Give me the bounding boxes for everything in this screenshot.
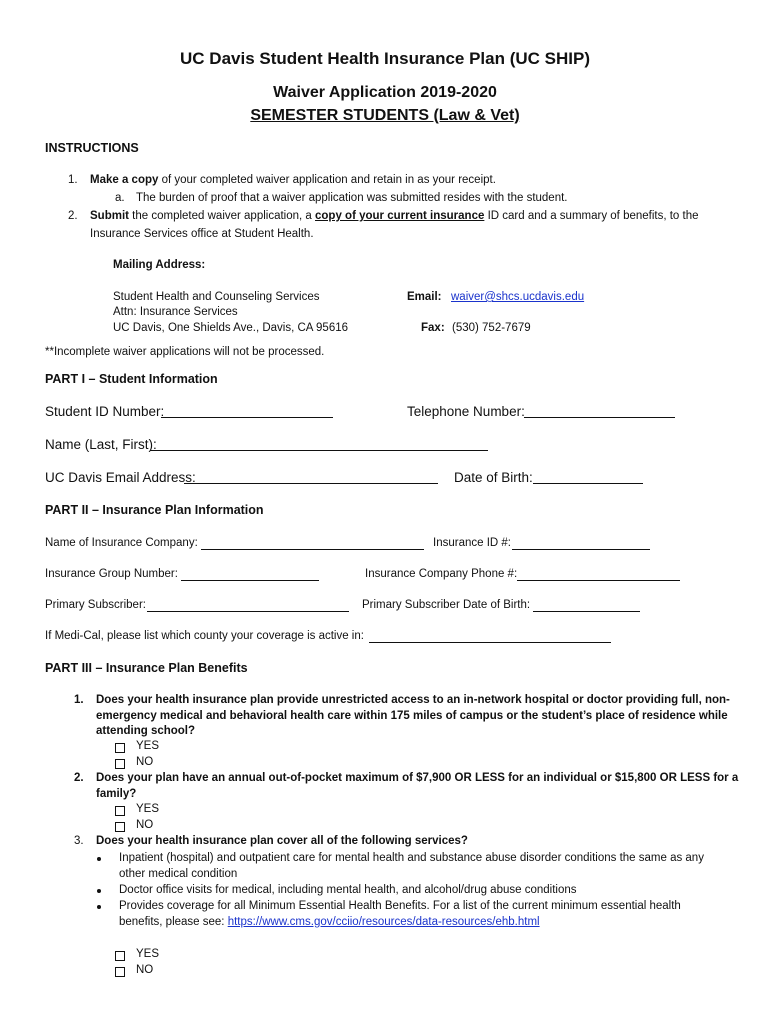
medical-county-label: If Medi-Cal, please list which county your coverage is active in:	[45, 630, 364, 642]
instruction-2-bold: Submit	[90, 210, 129, 222]
insurance-id-label: Insurance ID #:	[433, 537, 511, 549]
q2-number: 2.	[74, 772, 84, 784]
student-id-field[interactable]	[161, 417, 333, 418]
mailing-heading: Mailing Address:	[113, 259, 206, 271]
company-phone-label: Insurance Company Phone #:	[365, 568, 518, 580]
form-title: UC Davis Student Health Insurance Plan (UC SHIP)	[180, 49, 590, 68]
q3-bullet3-line1: Provides coverage for all Minimum Essential Health Benefits. For a list of the current minimum essential health	[119, 900, 681, 912]
q1-yes-checkbox[interactable]	[115, 743, 125, 753]
q3-bullet1-line1: Inpatient (hospital) and outpatient care for mental health and substance abuse disorder conditions the same as any	[119, 852, 704, 864]
part1-heading: PART I – Student Information	[45, 372, 218, 386]
telephone-field[interactable]	[524, 417, 675, 418]
q3-line1: Does your health insurance plan cover all of the following services?	[96, 835, 468, 847]
instruction-2-text-b: ID card and a summary of benefits, to the	[484, 210, 699, 222]
part2-heading: PART II – Insurance Plan Information	[45, 503, 264, 517]
telephone-label: Telephone Number:	[407, 404, 525, 419]
insurance-copy-emphasis: copy of your current insurance	[315, 210, 485, 222]
incomplete-note: **Incomplete waiver applications will not be processed.	[45, 346, 325, 358]
instruction-2-text-a: the completed waiver application, a	[128, 210, 316, 222]
instruction-1	[90, 174, 496, 186]
group-number-field[interactable]	[181, 580, 319, 581]
q2-line2: family?	[96, 788, 137, 800]
q2-yes-checkbox[interactable]	[115, 806, 125, 816]
form-subtitle-semester: SEMESTER STUDENTS (Law & Vet)	[250, 107, 520, 124]
q3-yes-checkbox[interactable]	[115, 951, 125, 961]
ehb-link[interactable]: https://www.cms.gov/cciio/resources/data-resources/ehb.html	[227, 916, 540, 928]
q1-line3: attending school?	[96, 725, 196, 737]
q1-yes-label: YES	[136, 740, 160, 752]
form-subtitle: Waiver Application 2019-2020	[273, 84, 497, 101]
insurance-id-field[interactable]	[512, 549, 650, 550]
q2-no-label: NO	[136, 819, 154, 831]
q1-line1: Does your health insurance plan provide unrestricted access to an in-network hospital or doctor providing full, non-	[96, 694, 730, 706]
name-field[interactable]	[150, 450, 488, 451]
bullet-icon	[97, 889, 101, 893]
medical-county-field[interactable]	[369, 642, 611, 643]
fax-value: (530) 752-7679	[452, 322, 531, 334]
uc-email-label: UC Davis Email Address:	[45, 470, 196, 485]
mailing-line-1: Student Health and Counseling Services	[113, 291, 320, 303]
q3-no-label: NO	[136, 964, 154, 976]
q3-bullet2: Doctor office visits for medical, including mental health, and alcohol/drug abuse conditions	[119, 884, 577, 896]
q2-line1: Does your plan have an annual out-of-pocket maximum of $7,900 OR LESS for an individual or $15,800 OR LESS for a	[96, 772, 739, 784]
q3-no-checkbox[interactable]	[115, 967, 125, 977]
q3-bullet3-line2	[119, 916, 540, 928]
q3-number: 3.	[74, 835, 84, 847]
subscriber-dob-field[interactable]	[533, 611, 640, 612]
instruction-1-bold: Make a copy	[90, 174, 159, 186]
instruction-2-number: 2.	[68, 210, 78, 222]
q1-line2: emergency medical and behavioral health care within 175 miles of campus or the student’s place of residence while	[96, 710, 728, 722]
mailing-line-3: UC Davis, One Shields Ave., Davis, CA 95616	[113, 322, 349, 334]
instruction-2-line2: Insurance Services office at Student Health.	[90, 228, 314, 240]
q3-bullet3-text: benefits, please see:	[119, 916, 228, 928]
subscriber-dob-label: Primary Subscriber Date of Birth:	[362, 599, 531, 611]
primary-subscriber-label: Primary Subscriber:	[45, 599, 146, 611]
insurance-company-field[interactable]	[201, 549, 424, 550]
q1-no-checkbox[interactable]	[115, 759, 125, 769]
q1-number: 1.	[74, 694, 84, 706]
bullet-icon	[97, 857, 101, 861]
q2-no-checkbox[interactable]	[115, 822, 125, 832]
instruction-1-text: of your completed waiver application and retain in as your receipt.	[158, 174, 496, 186]
dob-label: Date of Birth:	[454, 470, 533, 485]
uc-email-field[interactable]	[184, 483, 438, 484]
group-number-label: Insurance Group Number:	[45, 568, 178, 580]
q3-yes-label: YES	[136, 948, 160, 960]
email-link[interactable]: waiver@shcs.ucdavis.edu	[451, 291, 585, 303]
q3-bullet1-line2: other medical condition	[119, 868, 238, 880]
instruction-2	[90, 210, 699, 222]
student-id-label: Student ID Number:	[45, 404, 165, 419]
instruction-1-number: 1.	[68, 174, 78, 186]
part3-heading: PART III – Insurance Plan Benefits	[45, 661, 248, 675]
insurance-company-label: Name of Insurance Company:	[45, 537, 198, 549]
dob-field[interactable]	[533, 483, 643, 484]
instructions-heading: INSTRUCTIONS	[45, 141, 139, 155]
bullet-icon	[97, 905, 101, 909]
mailing-line-2: Attn: Insurance Services	[113, 306, 238, 318]
name-label: Name (Last, First):	[45, 437, 157, 452]
instruction-1a: The burden of proof that a waiver application was submitted resides with the student.	[136, 192, 568, 204]
fax-label: Fax:	[421, 322, 445, 334]
q2-yes-label: YES	[136, 803, 160, 815]
email-label: Email:	[407, 291, 442, 303]
q1-no-label: NO	[136, 756, 154, 768]
primary-subscriber-field[interactable]	[147, 611, 349, 612]
instruction-1a-letter: a.	[115, 192, 125, 204]
company-phone-field[interactable]	[517, 580, 680, 581]
